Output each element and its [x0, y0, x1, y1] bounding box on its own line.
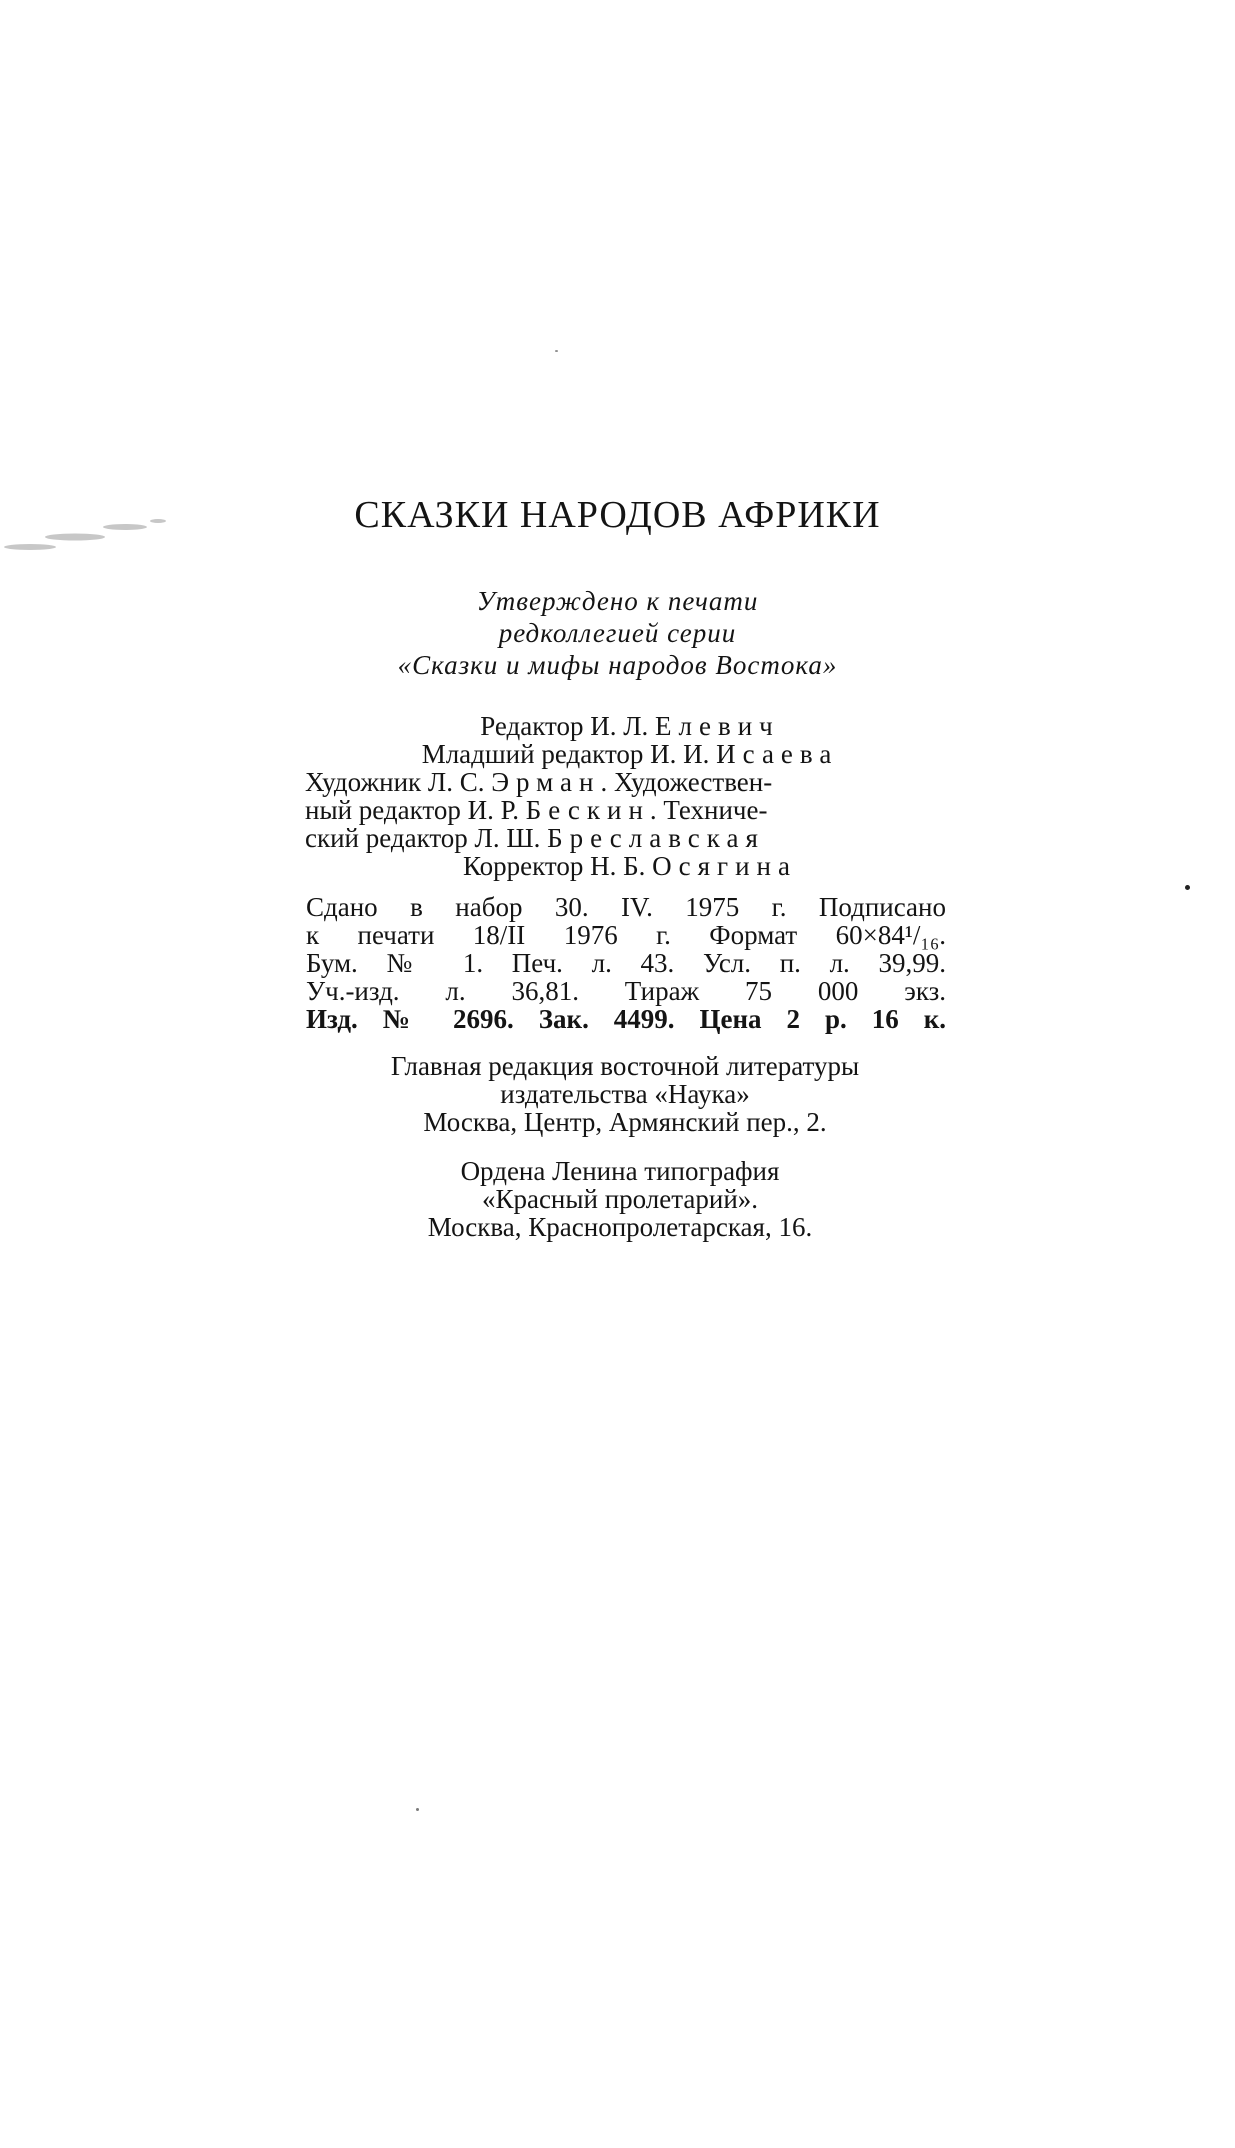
- ink-speck: [416, 1808, 419, 1811]
- art-editor-name: Бескин: [525, 795, 650, 825]
- print-line: Сдано в набор 30. IV. 1975 г. Подписано: [306, 892, 946, 922]
- print-line: к печати 18/II 1976 г. Формат 60×84¹/₁₆.: [306, 920, 946, 950]
- artist-name: Эрман: [491, 767, 601, 797]
- staff-credits: [305, 711, 950, 881]
- junior-editor-line: [310, 740, 950, 768]
- artist-tail: . Художествен-: [600, 767, 773, 797]
- publisher-line: издательства «Наука»: [500, 1079, 750, 1109]
- artist-line: [305, 768, 950, 796]
- ink-speck: [1185, 885, 1190, 890]
- printing-house-line: Москва, Краснопролетарская, 16.: [427, 1212, 813, 1242]
- editor-line: [310, 712, 950, 740]
- junior-editor-label: Младший редактор И. И.: [421, 739, 710, 769]
- ink-speck: [555, 350, 558, 352]
- junior-editor-name: Исаева: [716, 739, 839, 769]
- tech-editor-line: [305, 824, 950, 852]
- art-editor-tail: . Техниче-: [649, 795, 768, 825]
- printing-house-line: Ордена Ленина типография: [460, 1156, 780, 1186]
- publisher-line: Москва, Центр, Армянский пер., 2.: [423, 1107, 827, 1137]
- proofreader-line: [310, 852, 950, 880]
- publisher-line: Главная редакция восточной литературы: [390, 1051, 860, 1081]
- artist-label: Художник Л. С.: [305, 767, 485, 797]
- printing-house-line: «Красный пролетарий».: [481, 1184, 759, 1214]
- tech-editor-name: Бреславская: [547, 823, 765, 853]
- approval-line: Утверждено к печати: [476, 586, 759, 616]
- print-line: Изд. № 2696. Зак. 4499. Цена 2 р. 16 к.: [306, 1004, 946, 1034]
- publisher-info: [305, 1052, 945, 1136]
- proofreader-name: Осягина: [652, 851, 797, 881]
- printing-house-info: [340, 1157, 900, 1241]
- book-title: СКАЗКИ НАРОДОВ АФРИКИ: [354, 494, 881, 536]
- print-details: [306, 893, 946, 1033]
- editor-name: Елевич: [655, 711, 780, 741]
- art-editor-head: ный редактор И. Р.: [305, 795, 519, 825]
- art-editor-line: [305, 796, 950, 824]
- approval-line: редколлегией серии: [498, 618, 737, 648]
- print-line: Бум. № 1. Печ. л. 43. Усл. п. л. 39,99.: [306, 948, 946, 978]
- editor-label: Редактор И. Л.: [480, 711, 649, 741]
- approval-line: «Сказки и мифы народов Востока»: [397, 650, 838, 680]
- approval-note: [0, 585, 1235, 681]
- print-line: Уч.-изд. л. 36,81. Тираж 75 000 экз.: [306, 976, 946, 1006]
- tech-editor-head: ский редактор Л. Ш.: [305, 823, 541, 853]
- proofreader-label: Корректор Н. Б.: [463, 851, 646, 881]
